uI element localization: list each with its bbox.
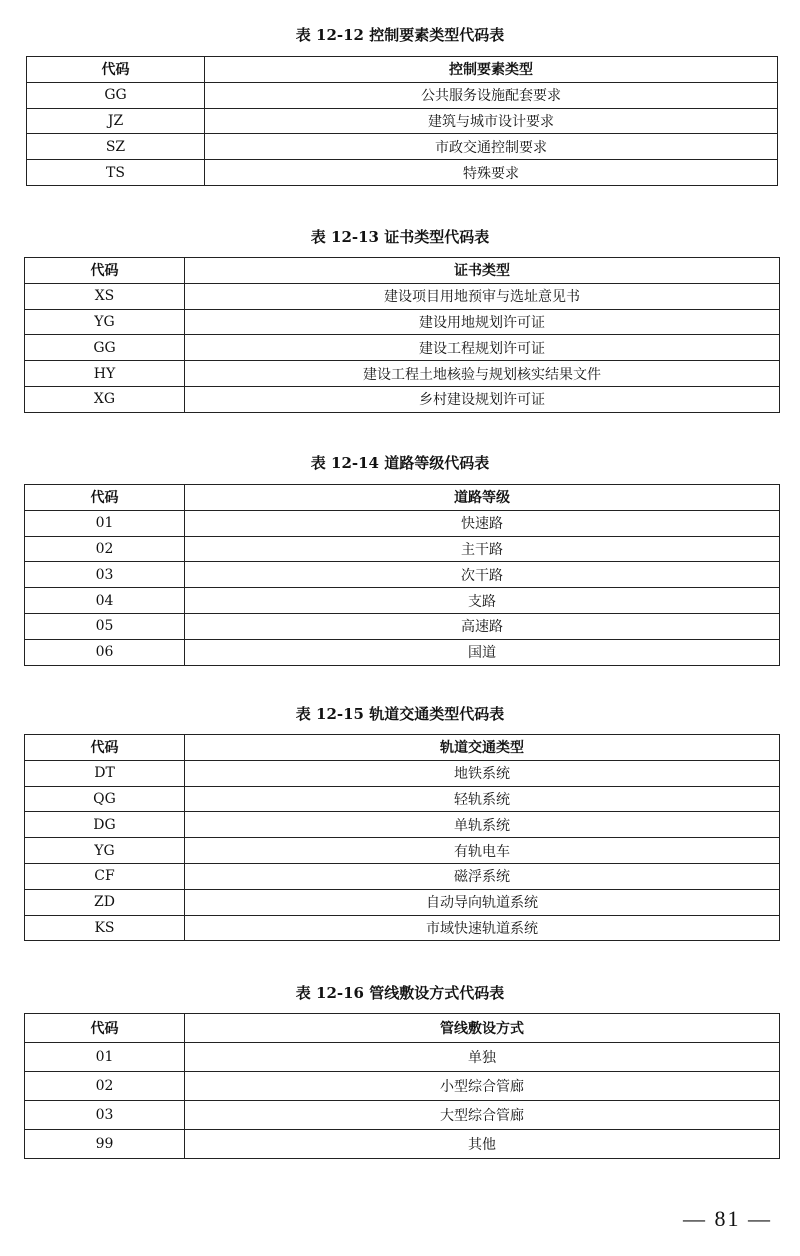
code-table (24, 734, 780, 941)
table-row (27, 82, 778, 108)
table-caption: 表 12-12 控制要素类型代码表 (295, 26, 505, 44)
table-row (25, 309, 780, 335)
column-header-type: 控制要素类型 (205, 57, 778, 83)
type-cell: 乡村建设规划许可证 (185, 386, 780, 412)
code-cell: 03 (25, 562, 185, 588)
table-row (25, 863, 780, 889)
code-cell: TS (27, 160, 205, 186)
column-header-code: 代码 (27, 57, 205, 83)
code-cell: YG (25, 309, 185, 335)
code-cell: YG (25, 838, 185, 864)
table-header-row (25, 258, 780, 284)
code-cell: 06 (25, 639, 185, 665)
type-cell: 建设工程土地核验与规划核实结果文件 (185, 361, 780, 387)
type-cell: 国道 (185, 639, 780, 665)
table-caption: 表 12-14 道路等级代码表 (310, 454, 490, 472)
type-cell: 次干路 (185, 562, 780, 588)
table-row (25, 283, 780, 309)
type-cell: 大型综合管廊 (185, 1101, 780, 1130)
code-cell: QG (25, 786, 185, 812)
type-cell: 市政交通控制要求 (205, 134, 778, 160)
type-cell: 建设用地规划许可证 (185, 309, 780, 335)
table-row (27, 134, 778, 160)
table-row (25, 760, 780, 786)
type-cell: 有轨电车 (185, 838, 780, 864)
type-cell: 自动导向轨道系统 (185, 889, 780, 915)
table-row (25, 562, 780, 588)
table-row (25, 613, 780, 639)
code-cell: 05 (25, 613, 185, 639)
code-cell: 03 (25, 1101, 185, 1130)
table-caption: 表 12-15 轨道交通类型代码表 (295, 705, 505, 723)
table-row (25, 838, 780, 864)
code-cell: 02 (25, 1072, 185, 1101)
code-cell: XG (25, 386, 185, 412)
code-cell: JZ (27, 108, 205, 134)
type-cell: 单轨系统 (185, 812, 780, 838)
type-cell: 单独 (185, 1043, 780, 1072)
type-cell: 快速路 (185, 510, 780, 536)
column-header-type: 轨道交通类型 (185, 735, 780, 761)
column-header-type: 管线敷设方式 (185, 1014, 780, 1043)
column-header-code: 代码 (25, 258, 185, 284)
table-row (25, 812, 780, 838)
table-row (25, 639, 780, 665)
table-row (25, 335, 780, 361)
code-cell: GG (25, 335, 185, 361)
code-cell: HY (25, 361, 185, 387)
type-cell: 磁浮系统 (185, 863, 780, 889)
table-row (25, 915, 780, 941)
code-cell: ZD (25, 889, 185, 915)
column-header-type: 证书类型 (185, 258, 780, 284)
type-cell: 建筑与城市设计要求 (205, 108, 778, 134)
page-number: — 81 — (683, 1206, 772, 1231)
code-table (24, 484, 780, 666)
table-header-row (25, 735, 780, 761)
column-header-code: 代码 (25, 735, 185, 761)
table-row (25, 588, 780, 614)
type-cell: 主干路 (185, 536, 780, 562)
type-cell: 公共服务设施配套要求 (205, 82, 778, 108)
table-header-row (25, 1014, 780, 1043)
type-cell: 其他 (185, 1130, 780, 1159)
type-cell: 支路 (185, 588, 780, 614)
code-cell: 99 (25, 1130, 185, 1159)
table-row (25, 536, 780, 562)
code-cell: 01 (25, 510, 185, 536)
table-row (25, 1072, 780, 1101)
table-row (25, 1043, 780, 1072)
code-cell: XS (25, 283, 185, 309)
table-row (27, 108, 778, 134)
table-caption: 表 12-16 管线敷设方式代码表 (295, 984, 505, 1002)
column-header-type: 道路等级 (185, 485, 780, 511)
code-cell: CF (25, 863, 185, 889)
column-header-code: 代码 (25, 1014, 185, 1043)
type-cell: 市域快速轨道系统 (185, 915, 780, 941)
table-row (25, 889, 780, 915)
code-cell: 02 (25, 536, 185, 562)
code-table (26, 56, 778, 186)
type-cell: 地铁系统 (185, 760, 780, 786)
table-row (25, 786, 780, 812)
table-header-row (27, 57, 778, 83)
table-row (25, 386, 780, 412)
code-table (24, 257, 780, 413)
type-cell: 轻轨系统 (185, 786, 780, 812)
type-cell: 建设项目用地预审与选址意见书 (185, 283, 780, 309)
type-cell: 特殊要求 (205, 160, 778, 186)
code-cell: DT (25, 760, 185, 786)
code-cell: GG (27, 82, 205, 108)
code-cell: 01 (25, 1043, 185, 1072)
code-cell: 04 (25, 588, 185, 614)
type-cell: 建设工程规划许可证 (185, 335, 780, 361)
table-row (25, 361, 780, 387)
column-header-code: 代码 (25, 485, 185, 511)
code-cell: KS (25, 915, 185, 941)
code-table (24, 1013, 780, 1159)
table-row (25, 1101, 780, 1130)
table-row (25, 1130, 780, 1159)
type-cell: 高速路 (185, 613, 780, 639)
code-cell: DG (25, 812, 185, 838)
table-header-row (25, 485, 780, 511)
table-caption: 表 12-13 证书类型代码表 (310, 228, 490, 246)
type-cell: 小型综合管廊 (185, 1072, 780, 1101)
table-row (27, 160, 778, 186)
table-row (25, 510, 780, 536)
code-cell: SZ (27, 134, 205, 160)
